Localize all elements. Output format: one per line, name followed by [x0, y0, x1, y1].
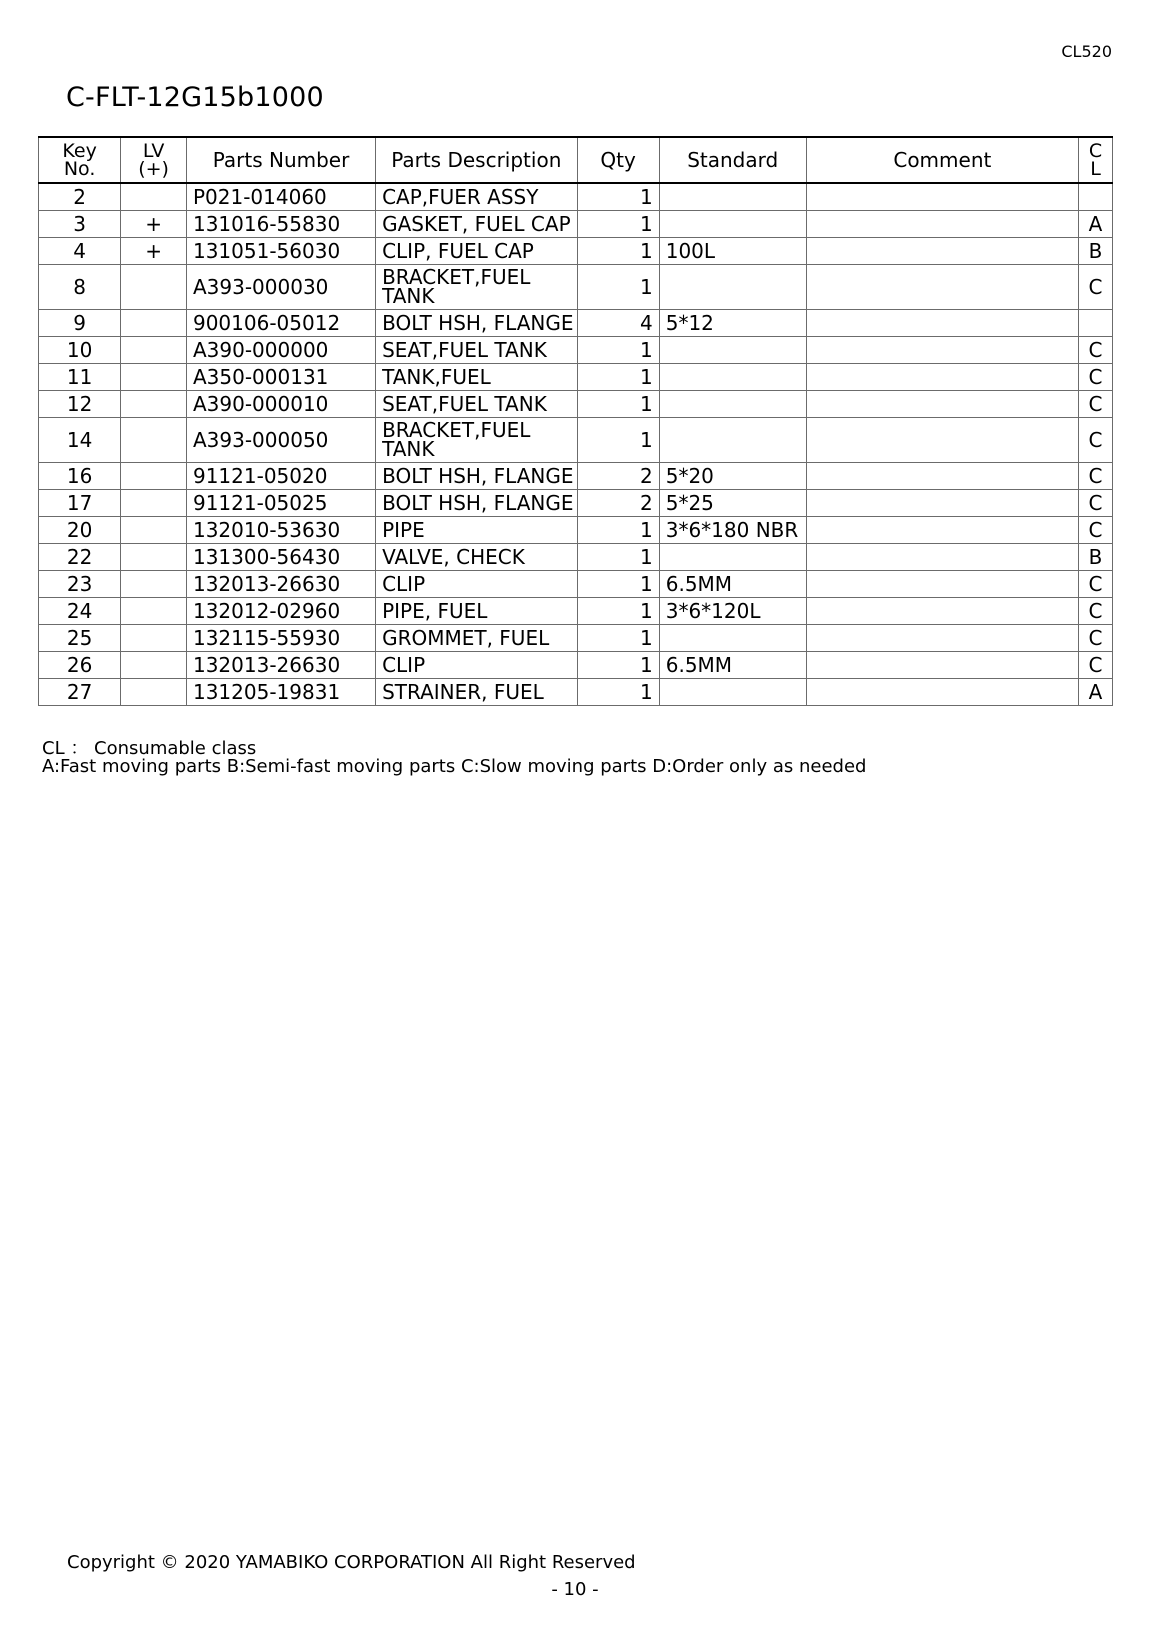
cell-cl: C	[1079, 337, 1113, 364]
cell-lv: +	[121, 211, 187, 238]
cell-standard	[659, 625, 806, 652]
cell-lv	[121, 652, 187, 679]
table-header-row	[39, 137, 1113, 183]
cell-key: 27	[39, 679, 121, 706]
cell-standard	[659, 418, 806, 463]
cell-qty: 1	[577, 364, 659, 391]
cell-cl: C	[1079, 463, 1113, 490]
cell-key: 22	[39, 544, 121, 571]
cell-qty: 1	[577, 625, 659, 652]
copyright-notice: Copyright © 2020 YAMABIKO CORPORATION All Right Reserved	[67, 1552, 636, 1573]
cell-qty: 1	[577, 679, 659, 706]
cell-comment	[806, 463, 1078, 490]
cell-key: 26	[39, 652, 121, 679]
cell-standard	[659, 544, 806, 571]
cell-cl: A	[1079, 211, 1113, 238]
cell-standard: 5*12	[659, 310, 806, 337]
table-row	[39, 418, 1113, 463]
header-cl-line2: L	[1090, 158, 1101, 180]
cell-comment	[806, 598, 1078, 625]
cell-part-number: A393-000030	[186, 265, 375, 310]
cell-standard: 3*6*120L	[659, 598, 806, 625]
cell-lv	[121, 625, 187, 652]
header-standard: Standard	[659, 137, 806, 183]
cell-qty: 1	[577, 238, 659, 265]
cell-description: PIPE, FUEL	[376, 598, 577, 625]
table-row	[39, 463, 1113, 490]
cell-key: 23	[39, 571, 121, 598]
cell-cl	[1079, 310, 1113, 337]
cell-lv	[121, 517, 187, 544]
cell-qty: 1	[577, 183, 659, 211]
cell-standard	[659, 211, 806, 238]
cell-comment	[806, 364, 1078, 391]
cell-cl	[1079, 183, 1113, 211]
cell-comment	[806, 625, 1078, 652]
cell-comment	[806, 391, 1078, 418]
cell-standard	[659, 265, 806, 310]
header-key-no	[39, 137, 121, 183]
cell-part-number: A350-000131	[186, 364, 375, 391]
table-row	[39, 310, 1113, 337]
header-qty: Qty	[577, 137, 659, 183]
cell-key: 25	[39, 625, 121, 652]
cell-lv	[121, 598, 187, 625]
cell-part-number: 131205-19831	[186, 679, 375, 706]
cell-key: 3	[39, 211, 121, 238]
cell-comment	[806, 418, 1078, 463]
cell-lv	[121, 265, 187, 310]
cl-legend	[42, 740, 866, 776]
parts-table	[38, 136, 1113, 706]
cell-description: GROMMET, FUEL	[376, 625, 577, 652]
cell-description: BOLT HSH, FLANGE	[376, 490, 577, 517]
cell-standard: 5*25	[659, 490, 806, 517]
cell-description: CLIP	[376, 571, 577, 598]
cell-description: BOLT HSH, FLANGE	[376, 310, 577, 337]
cell-key: 20	[39, 517, 121, 544]
cell-key: 8	[39, 265, 121, 310]
header-comment: Comment	[806, 137, 1078, 183]
table-row	[39, 571, 1113, 598]
cell-qty: 2	[577, 490, 659, 517]
cell-description: SEAT,FUEL TANK	[376, 391, 577, 418]
cell-qty: 4	[577, 310, 659, 337]
header-key-line1: Key	[62, 140, 97, 162]
cell-key: 16	[39, 463, 121, 490]
cell-comment	[806, 211, 1078, 238]
cell-part-number: 132115-55930	[186, 625, 375, 652]
cell-description: PIPE	[376, 517, 577, 544]
cell-standard: 3*6*180 NBR	[659, 517, 806, 544]
page-title: C-FLT-12G15b1000	[66, 82, 324, 113]
header-cl	[1079, 137, 1113, 183]
header-cl-line1: C	[1088, 140, 1103, 162]
table-row	[39, 679, 1113, 706]
header-parts-description: Parts Description	[376, 137, 577, 183]
cell-standard	[659, 391, 806, 418]
cell-cl: C	[1079, 625, 1113, 652]
cell-qty: 1	[577, 571, 659, 598]
cell-key: 9	[39, 310, 121, 337]
cell-cl: C	[1079, 517, 1113, 544]
cell-standard: 100L	[659, 238, 806, 265]
cell-part-number: 132012-02960	[186, 598, 375, 625]
cell-description: BRACKET,FUEL TANK	[376, 418, 577, 463]
cell-key: 4	[39, 238, 121, 265]
cell-description: CLIP, FUEL CAP	[376, 238, 577, 265]
table-row	[39, 391, 1113, 418]
cell-part-number: 131051-56030	[186, 238, 375, 265]
cell-standard: 5*20	[659, 463, 806, 490]
cell-key: 10	[39, 337, 121, 364]
cell-part-number: 131016-55830	[186, 211, 375, 238]
table-row	[39, 544, 1113, 571]
cell-standard	[659, 337, 806, 364]
header-lv-line1: LV	[142, 140, 165, 162]
cell-cl: C	[1079, 265, 1113, 310]
cell-standard	[659, 364, 806, 391]
legend-title: CL ： Consumable class	[42, 738, 257, 759]
cell-key: 12	[39, 391, 121, 418]
cell-comment	[806, 265, 1078, 310]
cell-lv	[121, 490, 187, 517]
table-row	[39, 364, 1113, 391]
cell-qty: 1	[577, 517, 659, 544]
table-row	[39, 598, 1113, 625]
cell-description: CLIP	[376, 652, 577, 679]
cell-cl: B	[1079, 238, 1113, 265]
cell-qty: 1	[577, 544, 659, 571]
cell-lv	[121, 544, 187, 571]
cell-lv	[121, 337, 187, 364]
cell-cl: C	[1079, 364, 1113, 391]
cell-part-number: 132013-26630	[186, 571, 375, 598]
cell-description: BOLT HSH, FLANGE	[376, 463, 577, 490]
cell-cl: B	[1079, 544, 1113, 571]
cell-lv	[121, 364, 187, 391]
cell-cl: C	[1079, 571, 1113, 598]
cell-lv	[121, 310, 187, 337]
header-lv	[121, 137, 187, 183]
cell-cl: C	[1079, 490, 1113, 517]
cell-lv	[121, 463, 187, 490]
header-key-line2: No.	[63, 158, 96, 180]
cell-comment	[806, 517, 1078, 544]
cell-qty: 2	[577, 463, 659, 490]
cell-lv	[121, 679, 187, 706]
cell-lv	[121, 571, 187, 598]
table-row	[39, 337, 1113, 364]
cell-cl: C	[1079, 418, 1113, 463]
cell-part-number: P021-014060	[186, 183, 375, 211]
cell-comment	[806, 571, 1078, 598]
cell-part-number: A390-000010	[186, 391, 375, 418]
cell-standard: 6.5MM	[659, 652, 806, 679]
cell-comment	[806, 337, 1078, 364]
cell-part-number: A390-000000	[186, 337, 375, 364]
cell-description: GASKET, FUEL CAP	[376, 211, 577, 238]
cell-qty: 1	[577, 598, 659, 625]
cell-part-number: 900106-05012	[186, 310, 375, 337]
table-row	[39, 625, 1113, 652]
cell-lv	[121, 183, 187, 211]
cell-comment	[806, 544, 1078, 571]
cell-key: 24	[39, 598, 121, 625]
cell-standard: 6.5MM	[659, 571, 806, 598]
cell-cl: A	[1079, 679, 1113, 706]
cell-part-number: 131300-56430	[186, 544, 375, 571]
cell-qty: 1	[577, 337, 659, 364]
cell-part-number: 91121-05025	[186, 490, 375, 517]
cell-key: 17	[39, 490, 121, 517]
cell-part-number: 132013-26630	[186, 652, 375, 679]
cell-qty: 1	[577, 211, 659, 238]
cell-key: 2	[39, 183, 121, 211]
legend-classes: A:Fast moving parts B:Semi-fast moving parts C:Slow moving parts D:Order only as needed	[42, 756, 867, 777]
model-code: CL520	[1061, 42, 1112, 61]
cell-key: 11	[39, 364, 121, 391]
cell-comment	[806, 310, 1078, 337]
table-row	[39, 238, 1113, 265]
cell-standard	[659, 679, 806, 706]
cell-qty: 1	[577, 391, 659, 418]
table-row	[39, 490, 1113, 517]
cell-part-number: 91121-05020	[186, 463, 375, 490]
table-row	[39, 517, 1113, 544]
cell-comment	[806, 490, 1078, 517]
cell-qty: 1	[577, 418, 659, 463]
cell-lv	[121, 418, 187, 463]
cell-description: BRACKET,FUEL TANK	[376, 265, 577, 310]
table-row	[39, 652, 1113, 679]
cell-comment	[806, 183, 1078, 211]
cell-description: SEAT,FUEL TANK	[376, 337, 577, 364]
cell-description: TANK,FUEL	[376, 364, 577, 391]
cell-cl: C	[1079, 652, 1113, 679]
cell-qty: 1	[577, 265, 659, 310]
cell-lv: +	[121, 238, 187, 265]
cell-standard	[659, 183, 806, 211]
cell-cl: C	[1079, 391, 1113, 418]
cell-qty: 1	[577, 652, 659, 679]
table-row	[39, 211, 1113, 238]
header-parts-number: Parts Number	[186, 137, 375, 183]
cell-cl: C	[1079, 598, 1113, 625]
cell-description: CAP,FUER ASSY	[376, 183, 577, 211]
cell-comment	[806, 679, 1078, 706]
cell-description: STRAINER, FUEL	[376, 679, 577, 706]
cell-comment	[806, 238, 1078, 265]
table-row	[39, 183, 1113, 211]
table-row	[39, 265, 1113, 310]
header-lv-line2: (+)	[138, 158, 169, 180]
cell-comment	[806, 652, 1078, 679]
cell-key: 14	[39, 418, 121, 463]
cell-part-number: 132010-53630	[186, 517, 375, 544]
cell-part-number: A393-000050	[186, 418, 375, 463]
cell-description: VALVE, CHECK	[376, 544, 577, 571]
cell-lv	[121, 391, 187, 418]
page-number: - 10 -	[551, 1579, 599, 1600]
